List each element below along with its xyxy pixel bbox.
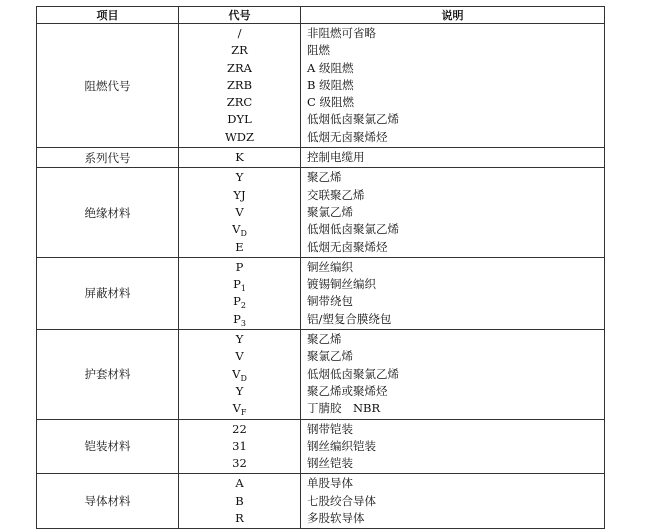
code-text: R	[235, 511, 244, 526]
group-row	[37, 168, 605, 257]
code-cell	[179, 148, 301, 168]
cable-code-table	[36, 6, 605, 529]
code-line	[179, 60, 300, 77]
code-text: Y	[235, 383, 244, 398]
desc-line: C 级阻燃	[307, 95, 354, 110]
desc-line: 铜丝编织	[307, 259, 353, 274]
code-text: ZRC	[226, 95, 253, 110]
code-subscript: D	[240, 373, 247, 383]
desc-line: 低烟无卤聚烯烃	[307, 129, 388, 144]
code-line	[179, 276, 300, 293]
group-name: 屏蔽材料	[37, 257, 179, 329]
desc-line: 七股绞合导体	[307, 493, 376, 508]
code-text: WDZ	[224, 129, 255, 144]
header-row	[37, 7, 605, 24]
desc-line: 聚乙烯	[307, 170, 342, 185]
desc-cell	[301, 148, 605, 168]
code-subscript: 2	[240, 301, 246, 311]
desc-cell	[301, 474, 605, 529]
desc-cell	[301, 419, 605, 474]
code-text: /	[237, 26, 242, 40]
code-line	[179, 510, 300, 527]
code-text: YJ	[233, 187, 246, 202]
code-subscript: 1	[240, 284, 246, 294]
desc-line: 单股导体	[307, 476, 353, 491]
code-text: Y	[235, 332, 244, 347]
desc-line: 多股软导体	[307, 511, 365, 526]
code-line	[179, 293, 300, 310]
code-subscript: D	[240, 229, 247, 239]
code-text: DYL	[227, 112, 252, 127]
desc-line: A 级阻燃	[307, 60, 354, 75]
code-text: P	[233, 294, 241, 309]
desc-cell	[301, 330, 605, 419]
code-line	[179, 331, 300, 348]
desc-line: 低烟低卤聚氯乙烯	[307, 222, 399, 237]
code-text: V	[235, 349, 244, 364]
code-line	[179, 221, 300, 238]
code-line	[179, 421, 300, 438]
desc-line: 阻燃	[307, 43, 330, 58]
desc-cell	[301, 168, 605, 257]
desc-cell	[301, 257, 605, 329]
code-cell	[179, 257, 301, 329]
code-text: V	[235, 204, 244, 219]
group-name: 阻燃代号	[37, 24, 179, 148]
code-line	[179, 400, 300, 417]
desc-line: 铝/塑复合膜绕包	[307, 311, 392, 326]
group-name: 绝缘材料	[37, 168, 179, 257]
code-text: ZRA	[227, 60, 252, 75]
code-line	[179, 204, 300, 221]
group-name: 护套材料	[37, 330, 179, 419]
desc-line: 铜带绕包	[307, 294, 353, 309]
code-text: P	[233, 277, 241, 292]
group-row	[37, 148, 605, 168]
code-text: V	[232, 401, 241, 416]
code-text: ZRB	[226, 77, 253, 92]
desc-line: 低烟无卤聚烯烃	[307, 239, 388, 254]
desc-line: 控制电缆用	[307, 150, 365, 165]
code-text: A	[235, 476, 244, 491]
code-cell	[179, 474, 301, 529]
code-text: 32	[232, 456, 247, 471]
code-line	[179, 77, 300, 94]
group-row	[37, 330, 605, 419]
code-line	[179, 129, 300, 146]
code-line	[179, 475, 300, 492]
desc-line: 聚氯乙烯	[307, 204, 353, 219]
code-line	[179, 239, 300, 256]
desc-line: 丁腈胶 NBR	[307, 401, 381, 416]
code-line	[179, 311, 300, 328]
code-line	[179, 169, 300, 186]
group-name: 系列代号	[37, 148, 179, 168]
header-item: 项目	[37, 7, 179, 24]
group-row	[37, 474, 605, 529]
desc-line: 聚乙烯	[307, 332, 342, 347]
header-desc: 说明	[301, 7, 605, 24]
code-text: P	[233, 311, 241, 326]
group-name: 导体材料	[37, 474, 179, 529]
code-line	[179, 438, 300, 455]
code-cell	[179, 330, 301, 419]
code-line	[179, 348, 300, 365]
code-line	[179, 366, 300, 383]
code-text: 22	[232, 421, 247, 436]
code-line	[179, 94, 300, 111]
code-subscript: F	[240, 408, 247, 418]
group-name: 铠装材料	[37, 419, 179, 474]
group-row	[37, 419, 605, 474]
code-line	[179, 493, 300, 510]
desc-line: 交联聚乙烯	[307, 187, 365, 202]
code-subscript: 3	[240, 318, 246, 328]
desc-line: 聚乙烯或聚烯烃	[307, 383, 388, 398]
code-text: 31	[232, 438, 247, 453]
desc-line: 低烟低卤聚氯乙烯	[307, 366, 399, 381]
code-text: V	[232, 222, 241, 237]
code-line	[179, 383, 300, 400]
group-row	[37, 257, 605, 329]
desc-line: 非阻燃可省略	[307, 26, 376, 40]
code-line	[179, 111, 300, 128]
desc-line: 钢丝编织铠装	[307, 438, 376, 453]
code-line	[179, 187, 300, 204]
code-line	[179, 455, 300, 472]
code-line	[179, 259, 300, 276]
code-text: B	[235, 493, 244, 508]
code-cell	[179, 24, 301, 148]
code-text: ZR	[231, 43, 248, 58]
code-text: V	[232, 366, 241, 381]
desc-line: B 级阻燃	[307, 77, 354, 92]
group-row	[37, 24, 605, 148]
code-text: E	[235, 239, 244, 254]
desc-line: 钢丝铠装	[307, 456, 353, 471]
code-text: P	[235, 259, 244, 274]
code-text: K	[235, 150, 244, 165]
desc-line: 镀锡铜丝编织	[307, 277, 376, 292]
code-cell	[179, 419, 301, 474]
code-line	[179, 25, 300, 42]
desc-line: 聚氯乙烯	[307, 349, 353, 364]
code-cell	[179, 168, 301, 257]
header-code: 代号	[179, 7, 301, 24]
desc-cell	[301, 24, 605, 148]
code-text: Y	[235, 170, 244, 185]
desc-line: 低烟低卤聚氯乙烯	[307, 112, 399, 127]
code-line	[179, 149, 300, 166]
desc-line: 钢带铠装	[307, 421, 353, 436]
code-line	[179, 42, 300, 59]
